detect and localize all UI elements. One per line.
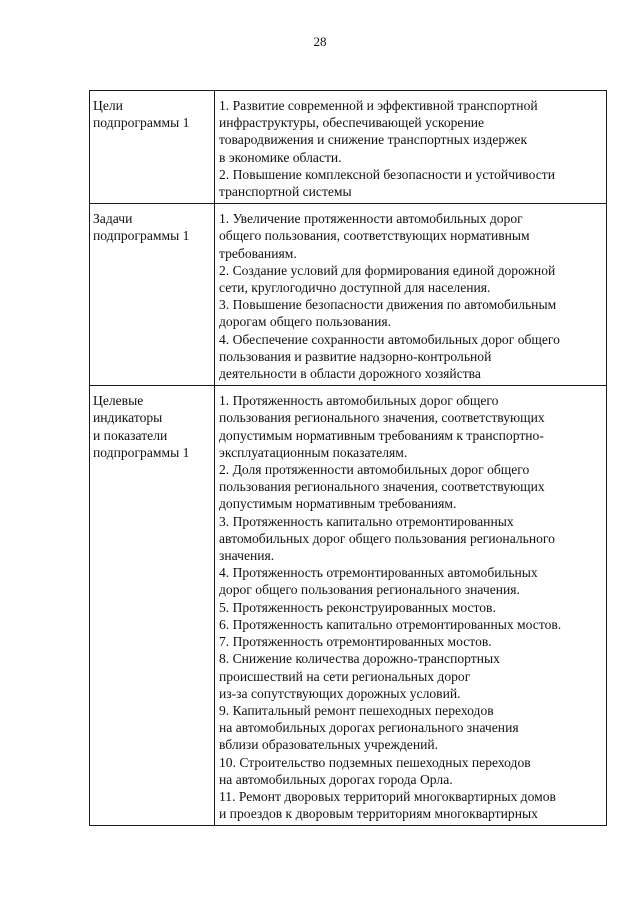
content-line: 11. Ремонт дворовых территорий многоквартирных домов xyxy=(219,788,556,804)
content-line: 1. Протяженность автомобильных дорог общего xyxy=(219,393,499,409)
content-line: 8. Снижение количества дорожно-транспортных xyxy=(219,651,500,667)
row-label-line: Задачи xyxy=(93,211,133,227)
row-content-cell xyxy=(215,204,607,386)
content-line: на автомобильных дорогах регионального значения xyxy=(219,720,519,736)
content-line: 1. Увеличение протяженности автомобильных дорог xyxy=(219,211,523,227)
content-line: пользования регионального значения, соответствующих xyxy=(219,479,545,495)
content-line: дорогам общего пользования. xyxy=(219,314,391,330)
page-number: 28 xyxy=(313,34,327,49)
content-line: допустимым нормативным требованиям к транспортно- xyxy=(219,427,544,443)
content-line: допустимым нормативным требованиям. xyxy=(219,496,457,512)
content-line: 10. Строительство подземных пешеходных переходов xyxy=(219,754,531,770)
row-label-cell xyxy=(90,204,215,386)
content-line: 4. Протяженность отремонтированных автомобильных xyxy=(219,565,538,581)
content-line: 4. Обеспечение сохранности автомобильных дорог общего xyxy=(219,331,560,347)
content-line: 3. Протяженность капитально отремонтированных xyxy=(219,513,514,529)
content-line: 6. Протяженность капитально отремонтированных мостов. xyxy=(219,616,562,632)
table-row-tasks xyxy=(90,204,607,386)
content-line: значения. xyxy=(219,548,275,564)
content-line: 9. Капитальный ремонт пешеходных переходов xyxy=(219,702,494,718)
content-line: 7. Протяженность отремонтированных мостов. xyxy=(219,634,492,650)
content-line: 2. Повышение комплексной безопасности и устойчивости xyxy=(219,166,556,182)
content-line: сети, круглогодично доступной для населения. xyxy=(219,280,491,296)
content-line: 2. Создание условий для формирования единой дорожной xyxy=(219,262,556,278)
content-line: 1. Развитие современной и эффективной транспортной xyxy=(219,98,538,113)
row-label-line: индикаторы xyxy=(93,410,163,426)
content-line: требованиям. xyxy=(219,245,297,261)
content-line: эксплуатационным показателям. xyxy=(219,444,408,460)
content-line: вблизи образовательных учреждений. xyxy=(219,737,439,753)
row-label-line: Цели xyxy=(93,98,123,113)
content-line: происшествий на сети региональных дорог xyxy=(219,668,471,684)
content-line: товародвижения и снижение транспортных издержек xyxy=(219,132,528,148)
row-content-cell xyxy=(215,386,607,826)
row-content-cell xyxy=(215,91,607,204)
content-line: транспортной системы xyxy=(219,184,352,200)
subprogram-table xyxy=(89,90,607,826)
content-line: дорог общего пользования регионального значения. xyxy=(219,582,520,598)
content-line: инфраструктуры, обеспечивающей ускорение xyxy=(219,115,485,131)
content-line: из-за сопутствующих дорожных условий. xyxy=(219,685,461,701)
row-label-line: Целевые xyxy=(93,393,144,409)
row-label-line: и показатели xyxy=(93,427,168,443)
row-label-line: подпрограммы 1 xyxy=(93,115,190,131)
content-line: пользования и развитие надзорно-контрольной xyxy=(219,348,492,364)
table-row-indicators xyxy=(90,386,607,826)
content-line: на автомобильных дорогах города Орла. xyxy=(219,771,453,787)
content-line: в экономике области. xyxy=(219,149,342,165)
row-label-cell xyxy=(90,386,215,826)
row-label-cell xyxy=(90,91,215,204)
content-line: 5. Протяженность реконструированных мостов. xyxy=(219,599,496,615)
row-label-line: подпрограммы 1 xyxy=(93,228,190,244)
content-line: и проездов к дворовым территориям многоквартирных xyxy=(219,806,538,822)
content-line: 3. Повышение безопасности движения по автомобильным xyxy=(219,297,557,313)
content-line: пользования регионального значения, соответствующих xyxy=(219,410,545,426)
row-label-line: подпрограммы 1 xyxy=(93,444,190,460)
content-line: 2. Доля протяженности автомобильных дорог общего xyxy=(219,462,530,478)
table-row-goals xyxy=(90,91,607,204)
content-line: автомобильных дорог общего пользования регионального xyxy=(219,530,555,546)
content-line: общего пользования, соответствующих нормативным xyxy=(219,228,530,244)
content-line: деятельности в области дорожного хозяйства xyxy=(219,366,481,382)
